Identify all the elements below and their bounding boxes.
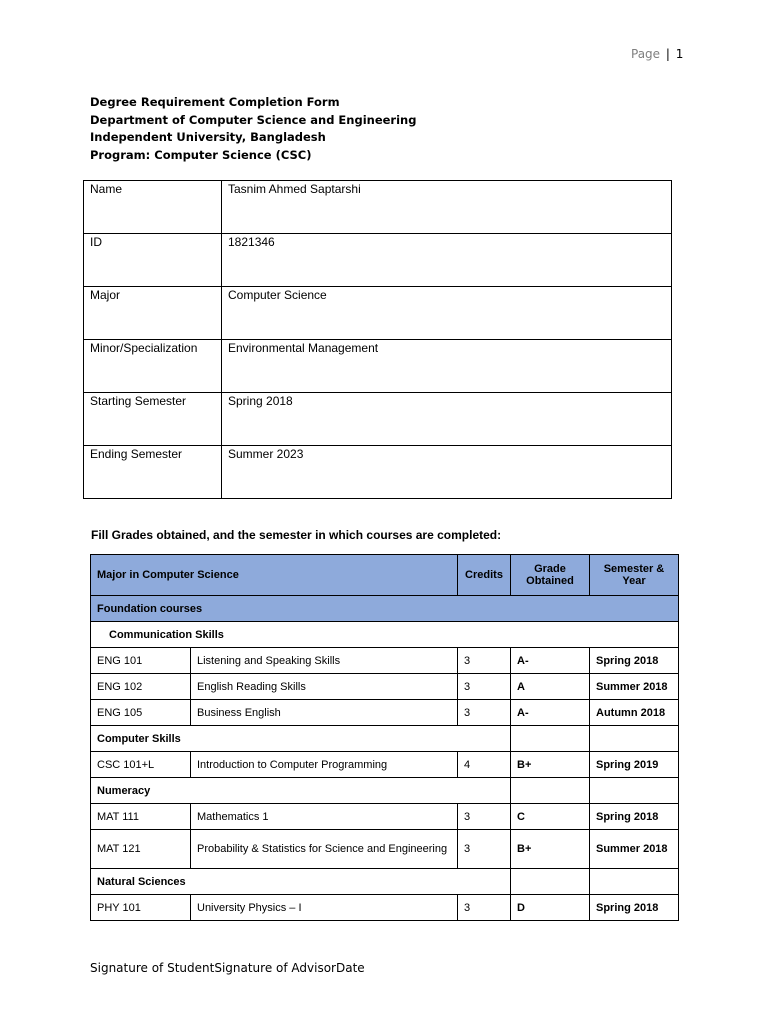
section-foundation [91,596,679,622]
signature-line: Signature of StudentSignature of AdvisorDate [90,961,365,975]
info-row-end [84,446,672,499]
course-title: English Reading Skills [191,674,458,700]
start-value: Spring 2018 [222,393,672,446]
name-value: Tasnim Ahmed Saptarshi [222,181,672,234]
info-row-minor [84,340,672,393]
course-semester: Spring 2018 [590,648,679,674]
form-header [90,94,416,164]
info-row-id [84,234,672,287]
start-label: Starting Semester [84,393,222,446]
col-major: Major in Computer Science [91,555,458,596]
page-separator: | [665,47,670,61]
grades-header-row [91,555,679,596]
major-label: Major [84,287,222,340]
course-grade: A [511,674,590,700]
course-grade: C [511,804,590,830]
course-credits: 4 [458,752,511,778]
course-semester: Spring 2019 [590,752,679,778]
computer-skills-label: Computer Skills [91,726,511,752]
course-title: Mathematics 1 [191,804,458,830]
course-grade: B+ [511,830,590,869]
id-value: 1821346 [222,234,672,287]
empty-cell [590,778,679,804]
course-grade: D [511,895,590,921]
empty-cell [511,726,590,752]
table-row [91,895,679,921]
empty-cell [511,778,590,804]
section-communication [91,622,679,648]
table-row [91,830,679,869]
course-code: ENG 101 [91,648,191,674]
course-grade: A- [511,700,590,726]
course-grade: A- [511,648,590,674]
empty-cell [590,869,679,895]
end-value: Summer 2023 [222,446,672,499]
minor-label: Minor/Specialization [84,340,222,393]
section-natural-sciences [91,869,679,895]
table-row [91,804,679,830]
page-number-value: 1 [675,47,684,61]
major-value: Computer Science [222,287,672,340]
program: Program: Computer Science (CSC) [90,147,312,162]
col-grade: Grade Obtained [511,555,590,596]
minor-value: Environmental Management [222,340,672,393]
course-credits: 3 [458,830,511,869]
empty-cell [590,726,679,752]
course-credits: 3 [458,674,511,700]
empty-cell [511,869,590,895]
end-label: Ending Semester [84,446,222,499]
info-row-name [84,181,672,234]
course-code: MAT 121 [91,830,191,869]
course-title: Introduction to Computer Programming [191,752,458,778]
department: Department of Computer Science and Engineering [90,112,417,127]
course-semester: Spring 2018 [590,804,679,830]
course-code: CSC 101+L [91,752,191,778]
table-row [91,700,679,726]
university: Independent University, Bangladesh [90,130,326,144]
info-row-major [84,287,672,340]
form-title: Degree Requirement Completion Form [90,95,340,109]
course-credits: 3 [458,648,511,674]
course-title: Listening and Speaking Skills [191,648,458,674]
table-row [91,752,679,778]
course-code: ENG 105 [91,700,191,726]
course-credits: 3 [458,700,511,726]
col-credits: Credits [458,555,511,596]
course-code: MAT 111 [91,804,191,830]
communication-label: Communication Skills [91,622,679,648]
course-grade: B+ [511,752,590,778]
name-label: Name [84,181,222,234]
page-label: Page [631,47,661,61]
course-semester: Summer 2018 [590,674,679,700]
grades-table [90,554,679,921]
course-code: PHY 101 [91,895,191,921]
table-row [91,648,679,674]
course-title: Business English [191,700,458,726]
course-credits: 3 [458,804,511,830]
info-row-start [84,393,672,446]
col-semester: Semester & Year [590,555,679,596]
foundation-label: Foundation courses [91,596,679,622]
course-title: University Physics – I [191,895,458,921]
table-row [91,674,679,700]
natural-sciences-label: Natural Sciences [91,869,511,895]
id-label: ID [84,234,222,287]
section-numeracy [91,778,679,804]
course-semester: Autumn 2018 [590,700,679,726]
course-credits: 3 [458,895,511,921]
page-number [631,47,683,61]
course-code: ENG 102 [91,674,191,700]
course-semester: Spring 2018 [590,895,679,921]
section-computer-skills [91,726,679,752]
student-info-table [83,180,672,499]
course-title: Probability & Statistics for Science and Engineering [191,830,458,869]
numeracy-label: Numeracy [91,778,511,804]
course-semester: Summer 2018 [590,830,679,869]
instructions: Fill Grades obtained, and the semester in which courses are completed: [91,528,502,542]
